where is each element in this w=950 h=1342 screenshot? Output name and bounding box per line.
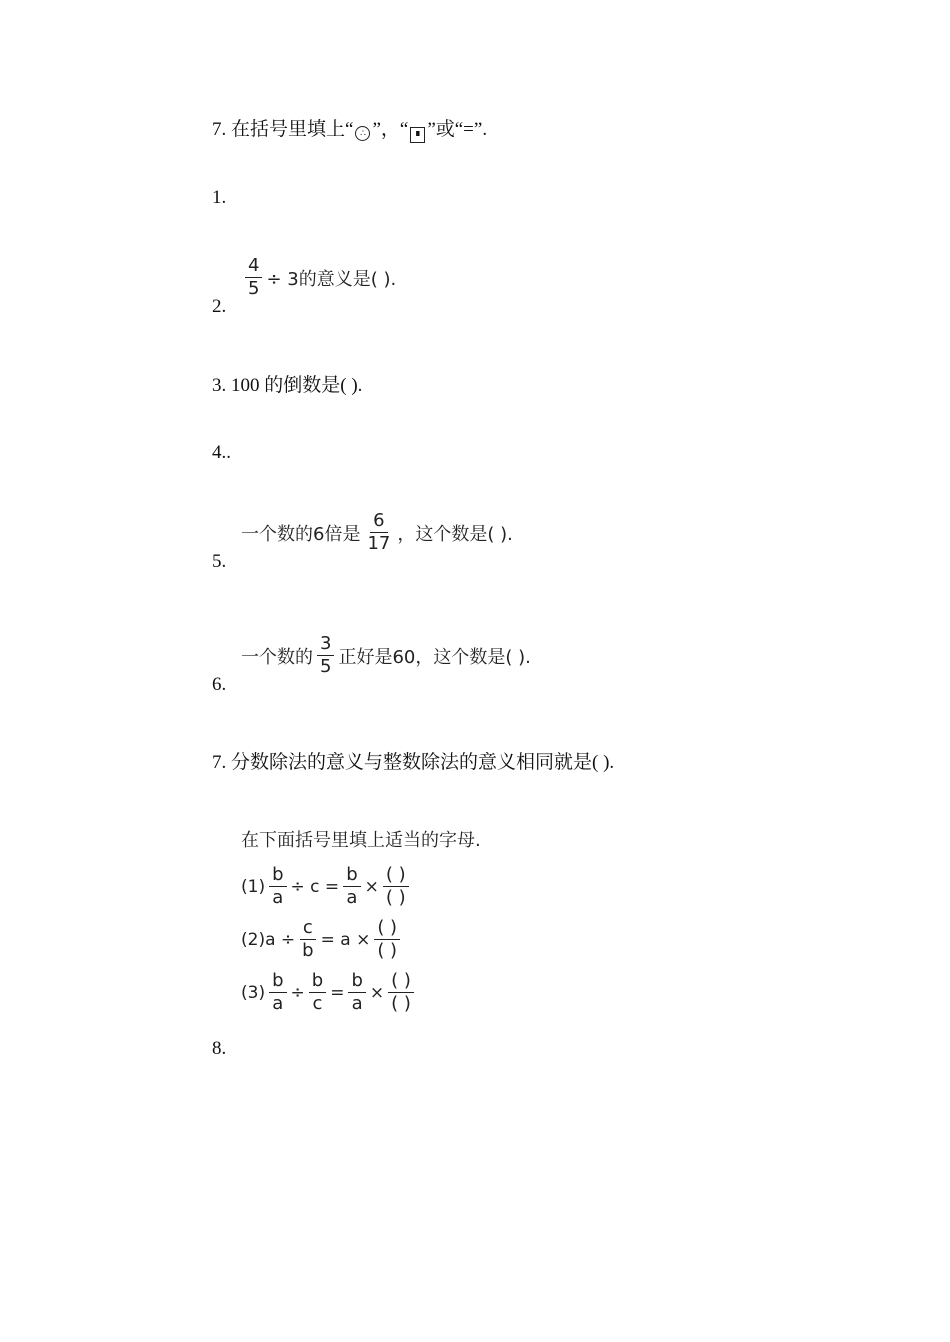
item-7-text: 7. 分数除法的意义与整数除法的意义相同就是( ). <box>212 752 615 773</box>
operator: = <box>330 982 345 1003</box>
fraction-denominator: a <box>272 993 284 1014</box>
fraction <box>348 970 365 1015</box>
operator: ÷ <box>290 982 305 1003</box>
item-5-number: 5. <box>212 551 227 572</box>
fraction-numerator: b <box>309 970 326 993</box>
fraction <box>269 864 286 909</box>
fraction-numerator: b <box>269 864 286 887</box>
fraction-numerator: c <box>300 917 316 940</box>
operator: × <box>364 876 379 897</box>
fraction <box>343 864 360 909</box>
blank-fraction <box>374 917 400 962</box>
item-8-sub-3 <box>241 970 481 1015</box>
item-8-sub-2 <box>241 917 481 962</box>
fraction-numerator: 4 <box>245 255 262 278</box>
fraction-numerator: b <box>269 970 286 993</box>
item-8-title: 在下面括号里填上适当的字母. <box>241 830 481 851</box>
sub-3-label: (3) <box>241 982 266 1003</box>
symbol-box-icon: ∎ <box>410 127 425 143</box>
blank-denominator: ( ) <box>385 887 406 908</box>
blank-denominator: ( ) <box>377 940 398 961</box>
sub-1-label: (1) <box>241 876 266 897</box>
blank-numerator: ( ) <box>374 917 400 940</box>
operator: × <box>369 982 385 1003</box>
item-5-content <box>241 510 513 555</box>
item-5-text-before: 一个数的6倍是 <box>241 523 361 545</box>
fraction <box>309 970 326 1015</box>
item-8-number: 8. <box>212 1038 227 1059</box>
header-mid2: ”或“=”. <box>427 119 488 140</box>
fraction-numerator: 6 <box>370 510 387 533</box>
blank-fraction <box>388 970 414 1015</box>
symbol-circle-icon: ∴ <box>355 126 370 141</box>
fraction <box>317 633 334 678</box>
item-2-text: ÷ 3的意义是( ). <box>266 268 397 290</box>
item-6-text-before: 一个数的 <box>241 646 313 668</box>
fraction-denominator: b <box>302 940 314 961</box>
fraction-denominator: a <box>346 887 358 908</box>
fraction-denominator: 5 <box>248 278 260 299</box>
question-7-header <box>212 118 487 143</box>
fraction-numerator: b <box>343 864 360 887</box>
item-2-content <box>241 255 396 300</box>
fraction <box>269 970 286 1015</box>
blank-numerator: ( ) <box>383 864 409 887</box>
operator: ÷ c = <box>290 876 340 897</box>
fraction-denominator: c <box>312 993 323 1014</box>
fraction-numerator: 3 <box>317 633 334 656</box>
fraction-denominator: a <box>351 993 363 1014</box>
header-mid1: ”，“ <box>372 119 409 140</box>
fraction-denominator: a <box>272 887 284 908</box>
item-3-text: 3. 100 的倒数是( ). <box>212 375 363 396</box>
blank-fraction <box>383 864 409 909</box>
operator: = a × <box>320 929 371 950</box>
fraction <box>245 255 262 300</box>
item-5-text-after: ，这个数是( ). <box>397 523 513 545</box>
item-6-number: 6. <box>212 674 227 695</box>
blank-numerator: ( ) <box>388 970 414 993</box>
item-8-sub-1 <box>241 864 481 909</box>
item-2-number: 2. <box>212 296 227 317</box>
item-4-number: 4.. <box>212 442 231 463</box>
fraction-denominator: 17 <box>367 533 391 554</box>
item-6-content <box>241 633 531 678</box>
blank-denominator: ( ) <box>391 993 411 1014</box>
header-prefix: 7. 在括号里填上“ <box>212 119 354 140</box>
item-8-content <box>241 826 481 1023</box>
fraction-numerator: b <box>348 970 365 993</box>
item-6-text-after: 正好是60，这个数是( ). <box>338 646 531 668</box>
fraction <box>364 510 393 555</box>
item-1-number: 1. <box>212 187 227 208</box>
fraction <box>299 917 316 962</box>
sub-2-label: (2)a ÷ <box>241 929 296 950</box>
fraction-denominator: 5 <box>320 656 332 677</box>
